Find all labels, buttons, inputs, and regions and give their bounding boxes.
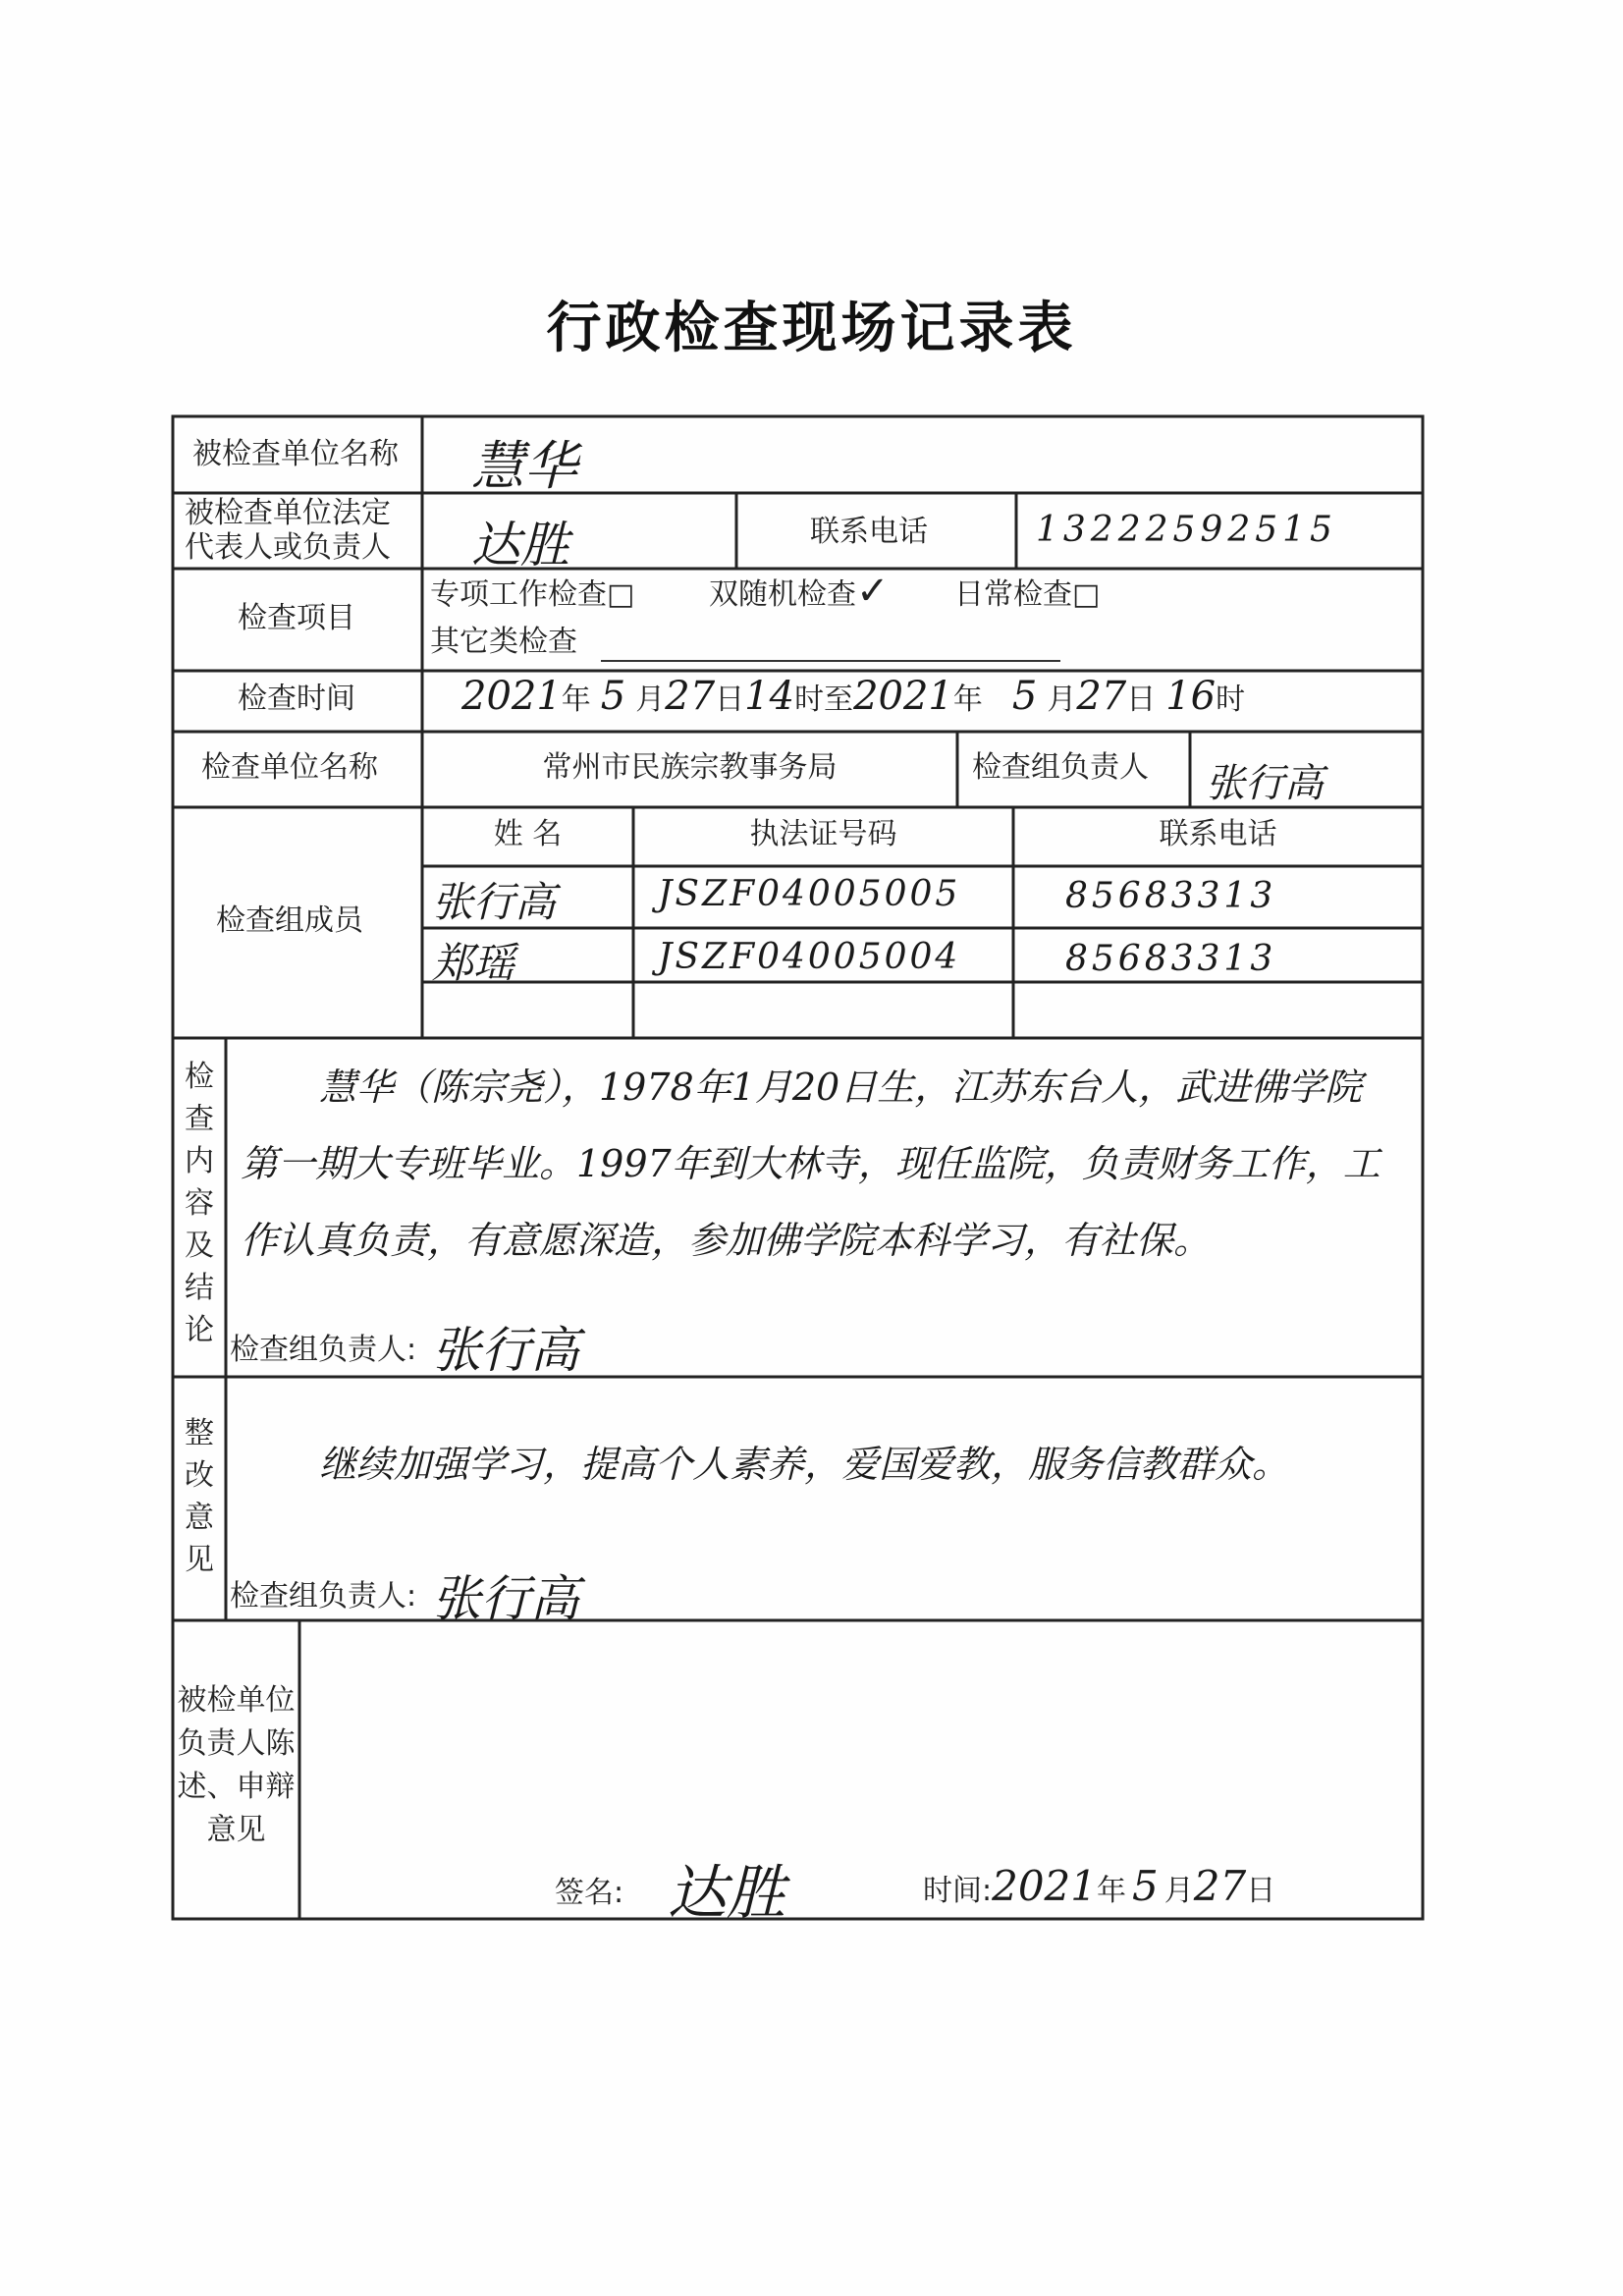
- member-row-2-phone: 85683313: [1065, 939, 1277, 979]
- member-row-2-name: 郑瑶: [432, 939, 515, 987]
- time-end-hour: 16: [1165, 674, 1217, 719]
- inspector-unit-value: 常州市民族宗教事务局: [542, 750, 838, 785]
- members-header-phone: 联系电话: [1159, 817, 1277, 851]
- statement-day: 27: [1193, 1862, 1247, 1910]
- rectify-text: 继续加强学习，提高个人素养，爱国爱教，服务信教群众。: [319, 1443, 1290, 1486]
- item-special: 专项工作检查□: [430, 577, 635, 612]
- time-start-year: 2021: [461, 674, 562, 719]
- unit-name-label: 被检查单位名称: [192, 437, 399, 471]
- time-start-day: 27: [665, 674, 716, 719]
- checkbox-special[interactable]: □: [607, 577, 635, 612]
- content-text: 慧华（陈宗尧），1978年1月20日生，江苏东台人，武进佛学院第一期大专班毕业。1997年到大林寺，现任监院，负责财务工作，工作认真负责，有意愿深造，参加佛学院本科学习，有社保。: [241, 1066, 1380, 1262]
- statement-time-label: 时间:: [923, 1874, 993, 1908]
- time-end-month: 5: [1011, 674, 1038, 719]
- member-row-1-cert: JSZF04005005: [658, 874, 961, 914]
- unit-name-value: 慧华: [471, 435, 577, 497]
- statement-year: 2021: [992, 1862, 1097, 1910]
- phone-value: 13222592515: [1036, 510, 1337, 550]
- time-start-hour: 14: [744, 674, 795, 719]
- rectify-signer-label: 检查组负责人:: [230, 1579, 417, 1613]
- members-header-cert: 执法证号码: [749, 817, 897, 851]
- member-row-1-name: 张行高: [432, 878, 557, 926]
- rectify-label: 整改意见: [185, 1416, 214, 1577]
- group-leader-label: 检查组负责人: [972, 750, 1149, 785]
- checkbox-random-checked[interactable]: ✓: [856, 569, 890, 614]
- checkbox-daily[interactable]: □: [1072, 577, 1101, 612]
- statement-sign-label: 签名:: [555, 1876, 624, 1910]
- group-leader-value: 张行高: [1206, 761, 1324, 806]
- time-end-day: 27: [1076, 674, 1127, 719]
- members-header-name: 姓 名: [493, 817, 563, 851]
- statement-signature: 达胜: [668, 1859, 785, 1928]
- items-label: 检查项目: [238, 601, 355, 635]
- time-start-month: 5: [600, 674, 626, 719]
- item-daily: 日常检查□: [954, 577, 1101, 612]
- content-signer-label: 检查组负责人:: [230, 1333, 417, 1367]
- member-row-2-cert: JSZF04005004: [658, 937, 961, 977]
- statement-time: 时间:2021年 5 月27日: [923, 1862, 1276, 1910]
- statement-label: 被检单位负责人陈述、申辩意见: [177, 1683, 296, 1847]
- page-title: 行政检查现场记录表: [546, 296, 1077, 360]
- time-range: 2021年 5 月27日14时至2021年 5 月27日 16时: [461, 674, 1246, 719]
- item-random: 双随机检查✓: [709, 569, 890, 614]
- members-label: 检查组成员: [216, 903, 363, 938]
- rectify-signer-signature: 张行高: [432, 1570, 579, 1627]
- legal-rep-value: 达胜: [471, 517, 569, 574]
- inspector-unit-label: 检查单位名称: [201, 750, 378, 785]
- phone-label: 联系电话: [810, 515, 928, 549]
- content-label: 检查内容及结论: [185, 1060, 214, 1347]
- item-other: 其它类检查: [430, 625, 577, 659]
- time-end-year: 2021: [853, 674, 953, 719]
- legal-rep-label-line2: 代表人或负责人: [185, 530, 391, 565]
- member-row-1-phone: 85683313: [1065, 876, 1277, 916]
- statement-month: 5: [1132, 1862, 1159, 1910]
- time-label: 检查时间: [238, 682, 355, 716]
- legal-rep-label-line1: 被检查单位法定: [185, 496, 391, 530]
- content-signer-signature: 张行高: [432, 1322, 579, 1379]
